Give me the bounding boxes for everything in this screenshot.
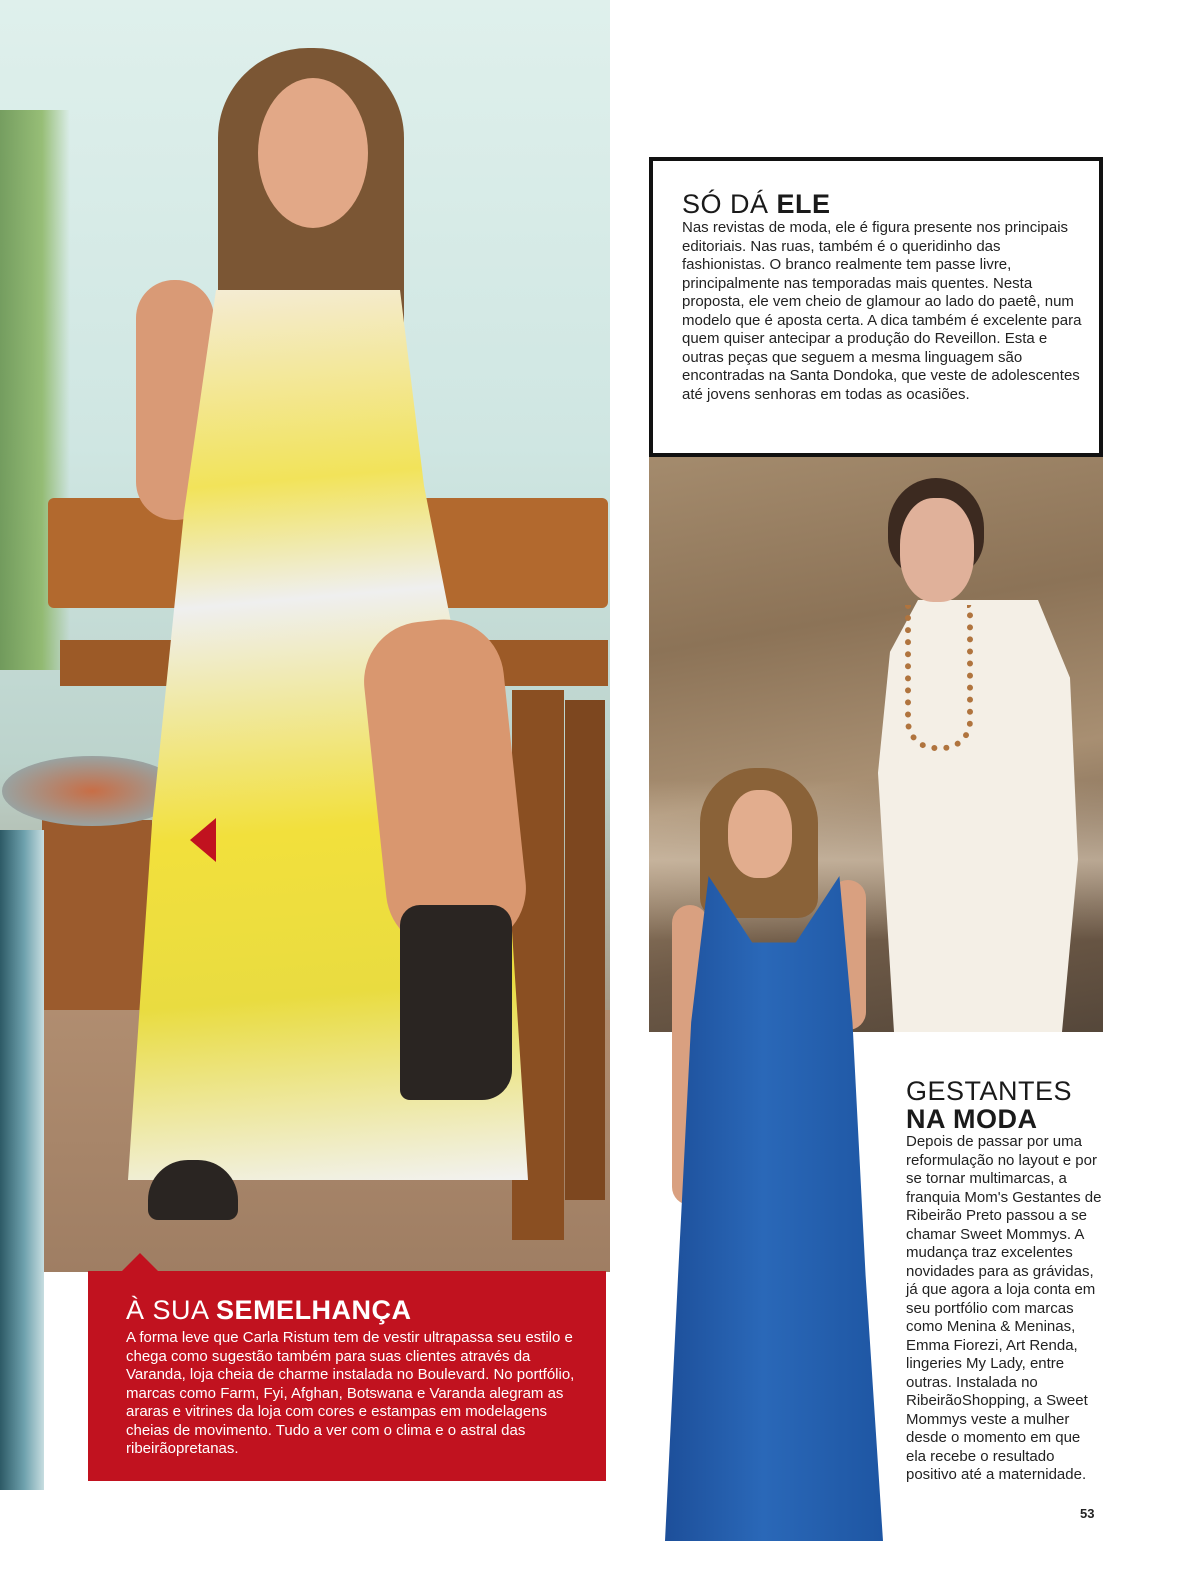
photo-edge-strip — [0, 830, 44, 1490]
photo-ankle-boot — [400, 905, 512, 1100]
photo-bench-leg — [565, 700, 605, 1200]
caption-box-so-da-ele — [649, 157, 1103, 457]
gestantes-body: Depois de passar por uma reformulação no layout e por se tornar multimarcas, a franquia Mom's Gestantes de Ribeirão Preto passou a se chamar Sweet Mommys. A mudança traz excelentes novidades para as grávidas, já que agora a loja conta em seu portfólio com marcas como Menina & Meninas, Emma Fiorezi, Art Renda, lingeries My Lady, entre outras. Instalada no RibeirãoShopping, a Sweet Mommys veste a mulher desde o momento em que ela recebe o resultado positivo até a maternidade. — [906, 1133, 1102, 1483]
photo-model-face — [900, 498, 974, 602]
caption-body: Nas revistas de moda, ele é figura presente nos principais editoriais. Nas ruas, também é o queridinho das fashionistas. O branco realmente tem passe livre, principalmente nas temporadas mais quentes. Nesta proposta, ele vem cheio de glamour ao lado do paetê, num modelo que é aposta certa. A dica também é excelente para quem quiser antecipar a produção do Reveillon. Esta e outras peças que seguem a mesma linguagem são encontradas na Santa Dondoka, que veste de adolescentes até jovens senhoras em todas as ocasiões. — [682, 219, 1082, 403]
gestantes-title-line1: GESTANTES — [906, 1076, 1073, 1106]
photo-model-face — [728, 790, 792, 878]
caption-title-bold: SEMELHANÇA — [216, 1295, 412, 1325]
caption-title-light: SÓ DÁ — [682, 189, 777, 219]
caption-title-light: À SUA — [126, 1295, 217, 1325]
photo-table-base — [42, 820, 152, 1010]
caption-box-semelhanca — [88, 1271, 606, 1481]
pointer-arrow-icon — [190, 818, 216, 862]
photo-figure-face — [258, 78, 368, 228]
caption-title-bold: ELE — [776, 189, 831, 219]
caption-pointer-notch — [122, 1253, 158, 1271]
caption-title — [126, 1297, 412, 1324]
page-number: 53 — [1080, 1506, 1095, 1521]
caption-title — [682, 191, 831, 218]
gestantes-title — [906, 1077, 1072, 1133]
caption-body: A forma leve que Carla Ristum tem de vestir ultrapassa seu estilo e chega como sugestão também para suas clientes através da Varanda, loja cheia de charme instalada no Boulevard. No portfólio, marcas como Farm, Fyi, Afghan, Botswana e Varanda alegram as araras e vitrines da loja com cores e estampas em modelagens cheias de movimento. Tudo a ver com o clima e o astral das ribeirãopretanas. — [126, 1329, 575, 1457]
photo-necklace — [905, 605, 973, 751]
gestantes-title-line2: NA MODA — [906, 1104, 1038, 1134]
